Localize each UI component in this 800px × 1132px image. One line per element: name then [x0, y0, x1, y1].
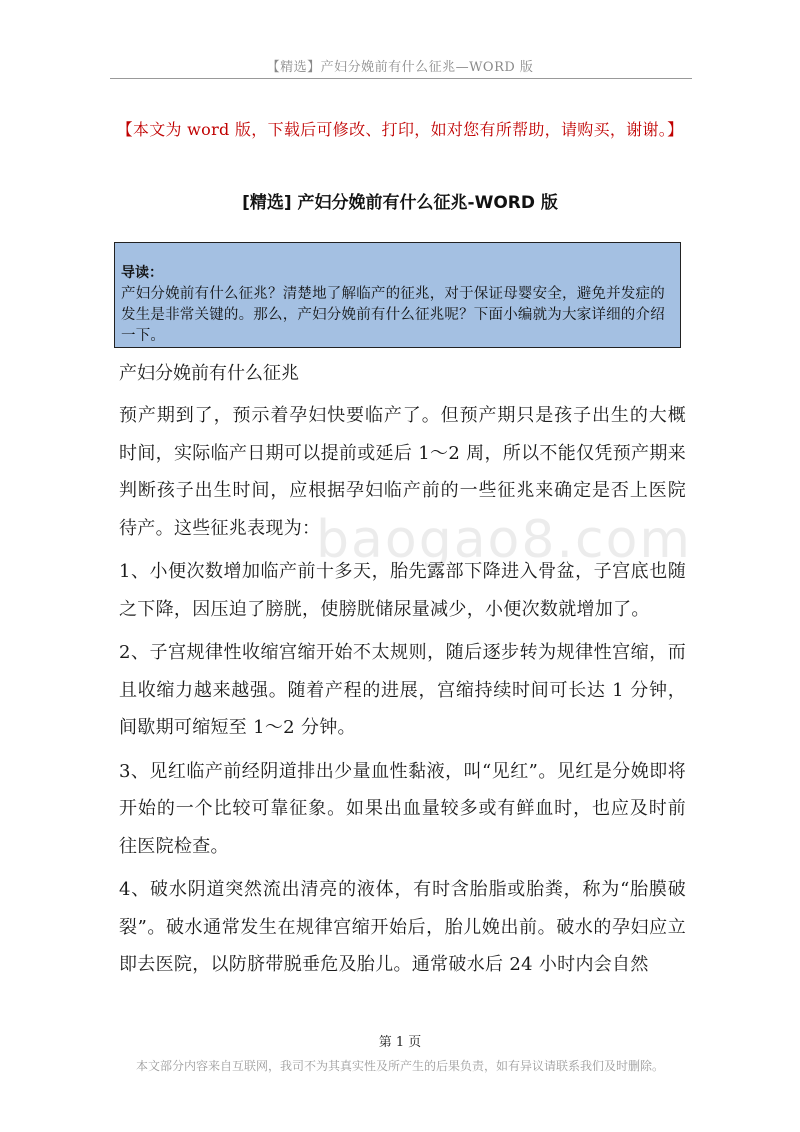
paragraph-sign-2: 2、子宫规律性收缩宫缩开始不太规则，随后逐步转为规律性宫缩，而且收缩力越来越强。随着产程的进展，宫缩持续时间可长达 1 分钟，间歇期可缩短至 1～2 分钟。	[119, 642, 686, 738]
document-title: [精选] 产妇分娩前有什么征兆-WORD 版	[242, 193, 558, 213]
paragraph-intro: 预产期到了，预示着孕妇快要临产了。但预产期只是孩子出生的大概时间，实际临产日期可以提前或延后 1～2 周，所以不能仅凭预产期来判断孩子出生时间，应根据孕妇临产前的一些征兆来确定是否上医院待产。这些征兆表现为：	[119, 405, 686, 539]
paragraph-sign-1: 1、小便次数增加临产前十多天，胎先露部下降进入骨盆，子宫底也随之下降，因压迫了膀胱，使膀胱储尿量减少，小便次数就增加了。	[119, 561, 686, 620]
page-number: 第 1 页	[378, 1035, 422, 1050]
intro-box	[114, 242, 681, 348]
section-heading: 产妇分娩前有什么征兆	[119, 363, 299, 384]
paragraph-sign-4: 4、破水阴道突然流出清亮的液体，有时含胎脂或胎粪，称为“胎膜破裂”。破水通常发生在规律宫缩开始后，胎儿娩出前。破水的孕妇应立即去医院，以防脐带脱垂危及胎儿。通常破水后 24 小时内会自然	[119, 879, 686, 975]
article-body	[119, 356, 686, 990]
watermark: baogao8.com	[316, 510, 693, 570]
footer-disclaimer: 本文部分内容来自互联网，我司不为其真实性及所产生的后果负责，如有异议请联系我们及时删除。	[135, 1059, 664, 1073]
header-divider	[110, 78, 692, 79]
intro-label: 导读：	[121, 265, 163, 281]
running-header: 【精选】产妇分娩前有什么征兆—WORD 版	[266, 60, 534, 75]
paragraph-sign-3: 3、见红临产前经阴道排出少量血性黏液，叫“见红”。见红是分娩即将开始的一个比较可靠征象。如果出血量较多或有鲜血时，也应及时前往医院检查。	[119, 760, 686, 857]
download-notice: 【本文为 word 版，下载后可修改、打印，如对您有所帮助，请购买，谢谢。】	[116, 120, 684, 139]
intro-text: 产妇分娩前有什么征兆？清楚地了解临产的征兆，对于保证母婴安全，避免并发症的发生是非常关键的。那么，产妇分娩前有什么征兆呢？下面小编就为大家详细的介绍一下。	[121, 286, 665, 344]
